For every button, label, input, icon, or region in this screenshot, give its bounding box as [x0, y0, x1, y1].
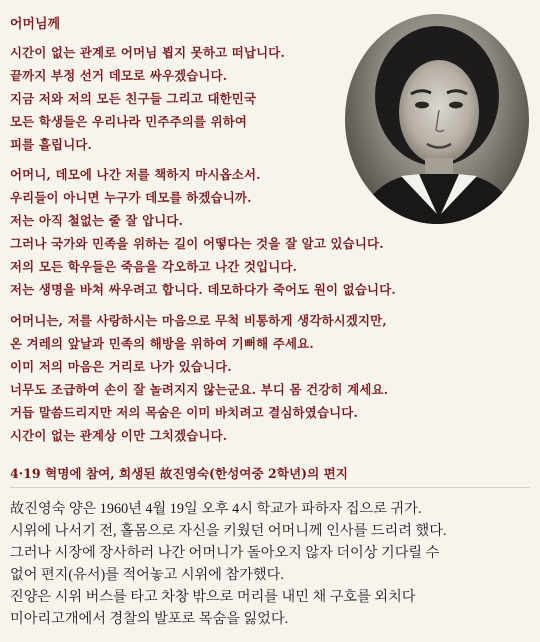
- letter-line: 저의 모든 학우들은 죽음을 각오하고 나간 것입니다.: [10, 259, 298, 274]
- description-line: 없어 편지(유서)를 적어놓고 시위에 참가했다.: [10, 567, 284, 583]
- letter-line: 피를 흘립니다.: [10, 137, 93, 152]
- letter-line: 우리들이 아니면 누구가 데모를 하겠습니까.: [10, 190, 252, 205]
- letter-line: 시간이 없는 관계상 이만 그치겠습니다.: [10, 428, 228, 443]
- letter-line: 그러나 국가와 민족을 위하는 길이 어떻다는 것을 잘 알고 있습니다.: [10, 236, 384, 251]
- letter-line: 모든 학생들은 우리나라 민주주의를 위하여: [10, 114, 248, 129]
- description-line: 진양은 시위 버스를 타고 차창 밖으로 머리를 내민 채 구호를 외치다: [10, 589, 416, 605]
- letter-line: 너무도 조급하여 손이 잘 놀려지지 않는군요. 부디 몸 건강히 계세요.: [10, 382, 389, 397]
- letter-line: 거듭 말씀드리지만 저의 목숨은 이미 바치려고 결심하였습니다.: [10, 405, 358, 420]
- letter-line: 저는 생명을 바쳐 싸우려고 합니다. 데모하다가 죽어도 원이 없습니다.: [10, 282, 396, 297]
- portrait-photo: [345, 14, 529, 224]
- letter-line: 이미 저의 마음은 거리로 나가 있습니다.: [10, 359, 232, 374]
- divider: [10, 487, 530, 488]
- letter-line: 온 겨레의 앞날과 민족의 해방을 위하여 기뻐해 주세요.: [10, 336, 314, 351]
- letter-line: 시간이 없는 관계로 어머님 뵙지 못하고 떠납니다.: [10, 45, 285, 60]
- letter-caption: 4·19 혁명에 참여, 희생된 故진영숙(한성여중 2학년)의 편지: [10, 466, 348, 481]
- letter-line: 어머니, 데모에 나간 저를 책하지 마시옵소서.: [10, 167, 261, 182]
- description-line: 시위에 나서기 전, 홀몸으로 자신을 키웠던 어머니께 인사를 드리려 했다.: [10, 523, 447, 539]
- description-line: 미아리고개에서 경찰의 발포로 목숨을 잃었다.: [10, 611, 289, 627]
- description-line: 故진영숙 양은 1960년 4월 19일 오후 4시 학교가 파하자 집으로 귀가.: [10, 501, 422, 517]
- letter-line: 어머니는, 저를 사랑하시는 마음으로 무척 비통하게 생각하시겠지만,: [10, 313, 387, 328]
- description-line: 그러나 시장에 장사하러 나간 어머니가 돌아오지 않자 더이상 기다릴 수: [10, 545, 440, 561]
- letter-line: 저는 아직 철없는 줄 잘 압니다.: [10, 213, 184, 228]
- letter-line: 끝까지 부정 선거 데모로 싸우겠습니다.: [10, 68, 228, 83]
- letter-line: 지금 저와 저의 모든 친구들 그리고 대한민국: [10, 91, 257, 106]
- letter-greeting: 어머님께: [10, 17, 61, 32]
- portrait-icon: [345, 14, 529, 224]
